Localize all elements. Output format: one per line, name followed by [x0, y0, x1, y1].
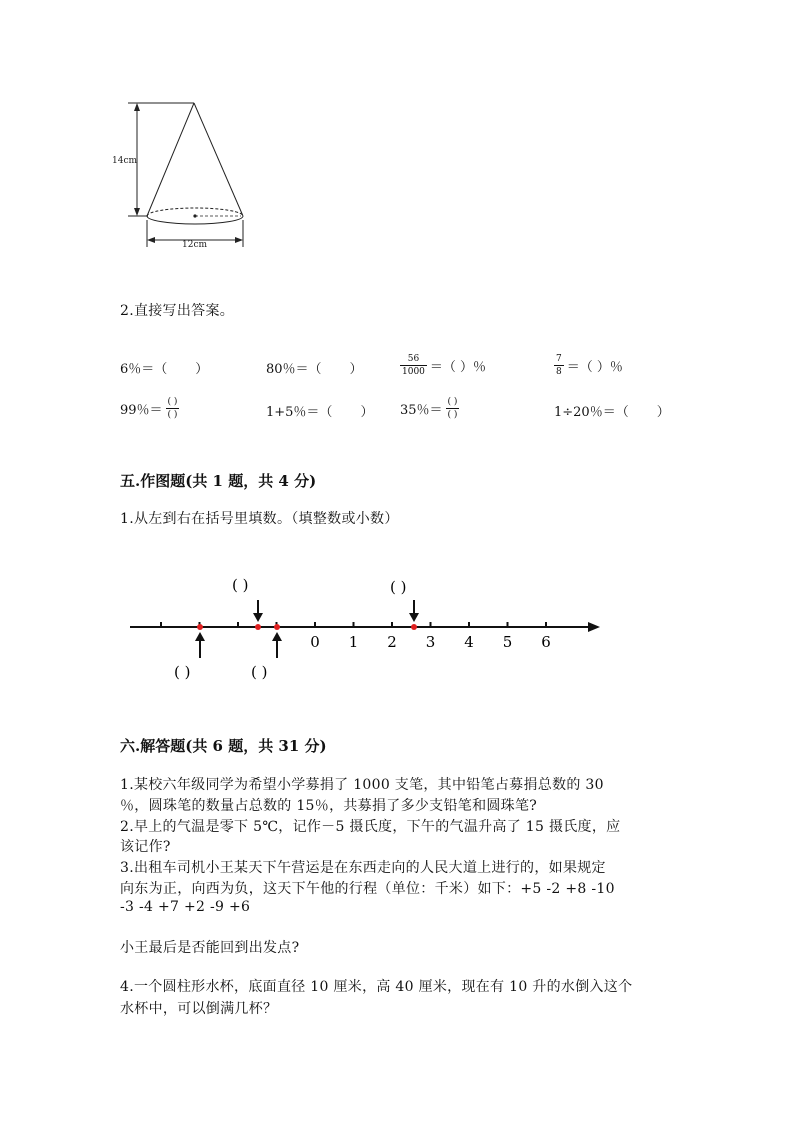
arrow-down-icon-head — [409, 613, 419, 622]
arrow-up-icon-head — [272, 632, 282, 641]
blank-bottom-right[interactable]: ( ) — [251, 663, 268, 681]
number-line-point — [274, 624, 280, 630]
fraction-denominator: 8 — [556, 367, 562, 377]
number-line-tick-labels — [310, 633, 551, 651]
q2-item-7 — [400, 396, 459, 421]
q2-title: 2.直接写出答案。 — [120, 303, 235, 319]
cone-height-label: 14cm — [112, 156, 138, 166]
number-line-tick-label: 2 — [387, 633, 397, 651]
q2-item-1-rhs: ） — [195, 362, 209, 377]
q2-item-2-rhs: ） — [349, 362, 363, 377]
section6-heading: 六.解答题(共 6 题，共 31 分) — [120, 737, 327, 755]
number-line-arrow-icon — [588, 622, 600, 632]
arrow-down-icon-head — [253, 613, 263, 622]
section5-heading: 五.作图题(共 1 题，共 4 分) — [120, 472, 317, 490]
number-line-point — [255, 624, 261, 630]
q2-item-2-lhs: 80％＝（ — [266, 362, 322, 377]
cone-figure — [110, 95, 260, 260]
cone-center-point — [193, 214, 196, 217]
cone-diameter-label: 12cm — [182, 240, 208, 250]
q2-item-8 — [554, 401, 670, 420]
q2-item-8-lhs: 1÷20％＝（ — [554, 405, 629, 420]
q2-item-4-rhs: ＝（ ）％ — [566, 360, 623, 375]
q2-item-6-lhs: 1+5％＝（ — [266, 405, 333, 420]
number-line — [120, 570, 610, 685]
number-line-tick-label: 5 — [502, 633, 513, 651]
q2-item-6-rhs: ） — [360, 405, 374, 420]
q2-item-5-lhs: 99％＝ — [120, 403, 163, 418]
fraction-numerator: 7 — [556, 354, 562, 364]
number-line-tick-label: 4 — [464, 633, 474, 651]
number-line-tick-label: 0 — [310, 633, 320, 651]
fraction-denominator: 1000 — [402, 367, 425, 377]
fraction-numerator: ( ) — [167, 397, 178, 407]
fraction-numerator: 56 — [400, 353, 427, 366]
height-arrow-down-icon — [134, 208, 140, 216]
fraction-numerator: ( ) — [447, 397, 458, 407]
number-line-point — [197, 624, 203, 630]
diameter-arrow-right-icon — [235, 237, 243, 243]
q2-item-5 — [120, 396, 179, 421]
q2-item-4-fraction — [554, 353, 564, 378]
section6-q1-line1: 1.某校六年级同学为希望小学募捐了 1000 支笔，其中铅笔占募捐总数的 30 — [120, 777, 604, 793]
q2-item-7-fraction[interactable] — [446, 396, 460, 421]
q2-item-8-rhs: ） — [656, 405, 670, 420]
q2-item-7-lhs: 35％＝ — [400, 403, 443, 418]
cone-right-edge — [194, 103, 243, 216]
arrow-up-icon-head — [195, 632, 205, 641]
q2-item-1 — [120, 358, 208, 377]
q2-item-6 — [266, 401, 373, 420]
number-line-point — [411, 624, 417, 630]
section6-q4-line1: 4.一个圆柱形水杯，底面直径 10 厘米，高 40 厘米，现在有 10 升的水倒入这个 — [120, 979, 633, 995]
q2-item-3 — [400, 353, 486, 378]
number-line-tick-label: 6 — [541, 633, 551, 651]
q2-item-4 — [554, 353, 623, 378]
q2-item-3-rhs: ＝（ ）％ — [429, 360, 487, 375]
blank-top-left[interactable]: ( ) — [232, 576, 249, 594]
fraction-denominator: ( ) — [447, 410, 458, 420]
fraction-denominator: ( ) — [167, 410, 178, 420]
section6-q2-line1: 2.早上的气温是零下 5℃，记作－5 摄氏度，下午的气温升高了 15 摄氏度，应 — [120, 819, 621, 835]
section5-q1: 1.从左到右在括号里填数。（填整数或小数） — [120, 511, 399, 527]
blank-top-right[interactable]: ( ) — [390, 578, 407, 596]
section6-q1-line2: ％，圆珠笔的数量占总数的 15％，共募捐了多少支铅笔和圆珠笔? — [120, 798, 538, 814]
section6-q3-line3: -3 -4 +7 +2 -9 +6 — [120, 899, 251, 915]
section6-q4-line2: 水杯中，可以倒满几杯？ — [120, 1001, 278, 1017]
section6-q3-line2: 向东为正，向西为负，这天下午他的行程（单位：千米）如下：+5 -2 +8 -10 — [120, 881, 615, 897]
section6-q3-line1: 3.出租车司机小王某天下午营运是在东西走向的人民大道上进行的，如果规定 — [120, 860, 606, 876]
section6-q2-line2: 该记作? — [120, 839, 171, 855]
q2-item-1-lhs: 6％＝（ — [120, 362, 168, 377]
number-line-tick-label: 1 — [348, 633, 359, 651]
q2-item-3-fraction — [400, 353, 427, 378]
diameter-arrow-left-icon — [147, 237, 155, 243]
height-arrow-up-icon — [134, 103, 140, 111]
blank-bottom-left[interactable]: ( ) — [174, 663, 191, 681]
section6-q3-question: 小王最后是否能回到出发点? — [120, 940, 300, 956]
q2-item-5-fraction[interactable] — [166, 396, 180, 421]
cone-left-edge — [147, 103, 194, 216]
q2-item-2 — [266, 358, 363, 377]
number-line-tick-label: 3 — [425, 633, 436, 651]
